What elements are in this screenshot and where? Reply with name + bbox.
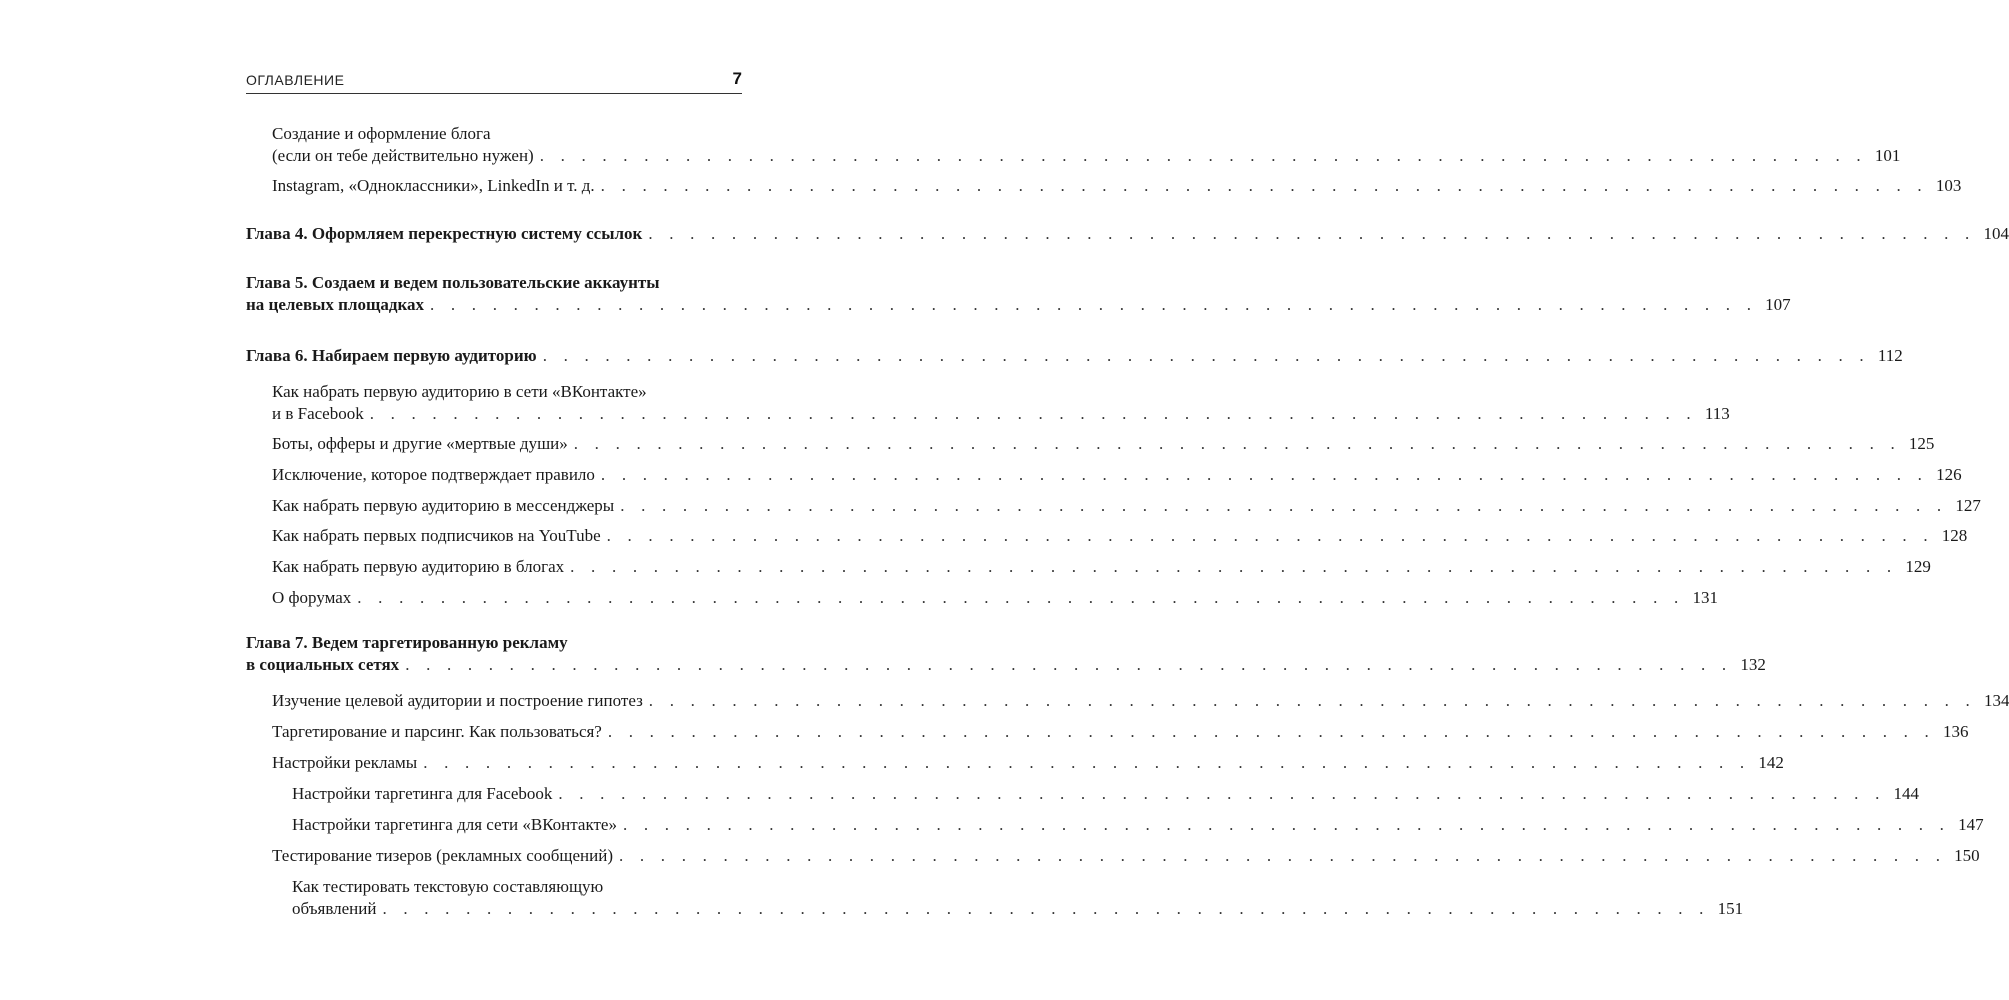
dot-leader xyxy=(620,496,1947,515)
toc-entry-title: (если он тебе действительно нужен) xyxy=(272,146,534,165)
dot-leader xyxy=(370,404,1697,423)
dot-leader xyxy=(623,815,1950,834)
dot-leader xyxy=(648,224,1975,243)
toc-entry-title: Тестирование тизеров (рекламных сообщений) xyxy=(272,846,613,865)
toc-entry-title: Как набрать первую аудиторию в мессенджеры xyxy=(272,496,615,515)
toc-entry-title: Исключение, которое подтверждает правило xyxy=(272,465,595,484)
toc-entry[interactable] xyxy=(272,464,1962,486)
toc-entry-page: 101 xyxy=(1874,146,1901,165)
running-title: ОГЛАВЛЕНИЕ xyxy=(246,72,345,88)
toc-entry[interactable] xyxy=(272,381,1730,425)
toc-entry-title: Как набрать первых подписчиков на YouTube xyxy=(272,526,601,545)
dot-leader xyxy=(543,346,1870,365)
toc-entry-page: 126 xyxy=(1936,465,1962,484)
dot-leader xyxy=(558,784,1885,803)
toc-entry-page: 151 xyxy=(1717,899,1744,918)
toc-entry-page: 113 xyxy=(1704,404,1730,423)
toc-entry-title: Таргетирование и парсинг. Как пользоваться? xyxy=(272,722,602,741)
toc-entry-title: Изучение целевой аудитории и построение гипотез xyxy=(272,691,643,710)
toc-entry[interactable] xyxy=(272,433,1935,455)
toc-entry-title: Как набрать первую аудиторию в сети «ВКонтакте» xyxy=(272,382,647,401)
dot-leader xyxy=(357,588,1684,607)
toc-entry[interactable] xyxy=(272,123,1901,167)
toc-entry[interactable] xyxy=(272,752,1784,774)
toc-entry-page: 144 xyxy=(1893,784,1920,803)
toc-page xyxy=(246,0,2009,1000)
toc-entry[interactable] xyxy=(272,556,1931,578)
toc-entry-page: 112 xyxy=(1877,346,1903,365)
toc-subentry[interactable] xyxy=(292,783,1920,805)
toc-entry[interactable] xyxy=(272,845,1980,867)
toc-entry-page: 132 xyxy=(1740,655,1766,674)
toc-entry-page: 150 xyxy=(1954,846,1980,865)
page-number: 7 xyxy=(732,69,742,88)
toc-entry[interactable] xyxy=(272,495,1981,517)
toc-entry-page: 125 xyxy=(1908,434,1935,453)
toc-entry-page: 104 xyxy=(1983,224,2009,243)
dot-leader xyxy=(607,526,1934,545)
toc-subentry[interactable] xyxy=(292,876,1744,920)
toc-chapter[interactable] xyxy=(246,223,2009,245)
toc-entry-title: О форумах xyxy=(272,588,352,607)
toc-chapter-title: Глава 7. Ведем таргетированную рекламу xyxy=(246,633,568,652)
toc-chapter[interactable] xyxy=(246,345,1903,367)
dot-leader xyxy=(430,295,1757,314)
toc-entry-title: Настройки таргетинга для Facebook xyxy=(292,784,553,803)
toc-chapter[interactable] xyxy=(246,272,1791,316)
toc-entry[interactable] xyxy=(272,690,2009,712)
toc-entry-page: 147 xyxy=(1958,815,1984,834)
toc-chapter-title: Глава 5. Создаем и ведем пользовательские аккаунты xyxy=(246,273,660,292)
toc-chapter-title: на целевых площадках xyxy=(246,295,424,314)
dot-leader xyxy=(570,557,1897,576)
dot-leader xyxy=(405,655,1732,674)
toc-entry-page: 136 xyxy=(1943,722,1969,741)
toc-entry-title: Боты, офферы и другие «мертвые души» xyxy=(272,434,568,453)
toc-entry-title: Как набрать первую аудиторию в блогах xyxy=(272,557,565,576)
toc-entry[interactable] xyxy=(272,587,1718,609)
header-divider xyxy=(246,93,742,94)
toc-chapter[interactable] xyxy=(246,632,1766,676)
toc-entry-title: объявлений xyxy=(292,899,377,918)
dot-leader xyxy=(540,146,1867,165)
dot-leader xyxy=(574,434,1901,453)
toc-entry[interactable] xyxy=(272,721,1969,743)
toc-entry-page: 134 xyxy=(1983,691,2009,710)
toc-chapter-title: Глава 6. Набираем первую аудиторию xyxy=(246,346,537,365)
toc-subentry[interactable] xyxy=(292,814,1984,836)
dot-leader xyxy=(619,846,1946,865)
dot-leader xyxy=(601,465,1928,484)
dot-leader xyxy=(649,691,1976,710)
toc-entry-title: Настройки рекламы xyxy=(272,753,418,772)
page-header xyxy=(246,70,742,94)
toc-chapter-title: в социальных сетях xyxy=(246,655,400,674)
dot-leader xyxy=(423,753,1750,772)
toc-entry-page: 142 xyxy=(1758,753,1784,772)
toc-entry-page: 131 xyxy=(1692,588,1718,607)
dot-leader xyxy=(601,176,1928,195)
toc-entry-title: Как тестировать текстовую составляющую xyxy=(292,877,604,896)
toc-chapter-title: Глава 4. Оформляем перекрестную систему ссылок xyxy=(246,224,643,243)
toc-entry-title: Создание и оформление блога xyxy=(272,124,491,143)
toc-entry-page: 127 xyxy=(1955,496,1981,515)
toc-entry-page: 129 xyxy=(1905,557,1931,576)
toc-entry-title: и в Facebook xyxy=(272,404,364,423)
toc-entry-page: 128 xyxy=(1941,526,1968,545)
toc-entry-page: 103 xyxy=(1935,176,1962,195)
dot-leader xyxy=(608,722,1935,741)
toc-entry-title: Instagram, «Одноклассники», LinkedIn и т. д. xyxy=(272,176,595,195)
toc-entry-page: 107 xyxy=(1765,295,1791,314)
toc-entry-title: Настройки таргетинга для сети «ВКонтакте» xyxy=(292,815,617,834)
toc-entry[interactable] xyxy=(272,175,1962,197)
toc-entry[interactable] xyxy=(272,525,1968,547)
dot-leader xyxy=(382,899,1709,918)
